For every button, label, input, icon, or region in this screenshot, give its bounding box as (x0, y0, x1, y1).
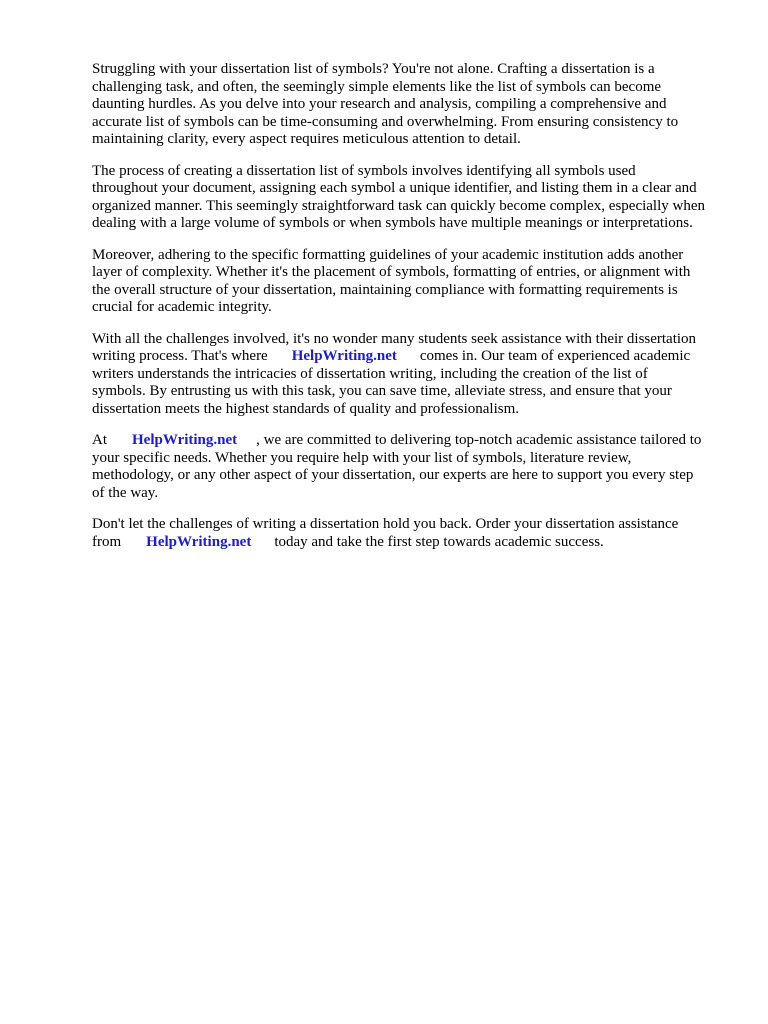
text-line: writers understands the intricacies of dissertation writing, including the creation of the list of (92, 365, 648, 382)
text-line: The process of creating a dissertation list of symbols involves identifying all symbols used (92, 162, 636, 179)
helpwriting-link[interactable]: HelpWriting.net (132, 432, 238, 448)
text-segment: At (92, 432, 107, 448)
text-line: accurate list of symbols can be time-consuming and overwhelming. From ensuring consistency to (92, 113, 679, 130)
text-line: dissertation meets the highest standards of quality and professionalism. (92, 400, 520, 417)
paragraph-formatting (92, 247, 732, 317)
text-line: challenging task, and often, the seemingly simple elements like the list of symbols can become (92, 78, 662, 95)
text-segment: today and take the first step towards academic success. (274, 533, 604, 550)
paragraph-intro (92, 61, 732, 149)
paragraph-call-to-action (92, 516, 732, 551)
text-segment: writing process. That's where (92, 348, 268, 364)
paragraph-assistance (92, 331, 732, 419)
text-line-with-link (92, 432, 732, 450)
text-line: the overall structure of your dissertation, maintaining compliance with formatting requirements is (92, 281, 678, 298)
paragraph-process (92, 163, 732, 233)
text-line: Moreover, adhering to the specific formatting guidelines of your academic institution adds another (92, 246, 684, 263)
text-line: maintaining clarity, every aspect requires meticulous attention to detail. (92, 131, 521, 147)
text-line: methodology, or any other aspect of your dissertation, our experts are here to support you every step (92, 467, 694, 483)
text-line: layer of complexity. Whether it's the placement of symbols, formatting of entries, or alignment with (92, 264, 691, 280)
text-line-with-link (92, 534, 732, 552)
text-line: Don't let the challenges of writing a dissertation hold you back. Order your dissertation assistance (92, 516, 679, 532)
text-line: daunting hurdles. As you delve into your research and analysis, compiling a comprehensive and (92, 96, 667, 112)
text-line: your specific needs. Whether you require help with your list of symbols, literature review, (92, 449, 632, 466)
text-segment: comes in. Our team of experienced academic (419, 348, 691, 364)
paragraph-commitment (92, 432, 732, 502)
text-line: of the way. (92, 484, 159, 501)
text-line: throughout your document, assigning each symbol a unique identifier, and listing them in a clear and (92, 180, 697, 196)
text-segment: from (92, 533, 122, 550)
helpwriting-link[interactable]: HelpWriting.net (146, 533, 252, 550)
text-line: With all the challenges involved, it's no wonder many students seek assistance with their dissertation (92, 330, 697, 347)
document-page (92, 61, 732, 565)
helpwriting-link[interactable]: HelpWriting.net (291, 348, 397, 364)
text-line: crucial for academic integrity. (92, 299, 272, 315)
text-segment: , we are committed to delivering top-notch academic assistance tailored to (256, 432, 702, 448)
text-line: symbols. By entrusting us with this task, you can save time, alleviate stress, and ensure that your (92, 383, 672, 399)
text-line: dealing with a large volume of symbols or when symbols have multiple meanings or interpretations. (92, 215, 693, 231)
text-line: Struggling with your dissertation list of symbols? You're not alone. Crafting a dissertation is a (92, 61, 655, 77)
text-line: organized manner. This seemingly straightforward task can quickly become complex, especially when (92, 197, 706, 214)
text-line-with-link (92, 348, 732, 366)
